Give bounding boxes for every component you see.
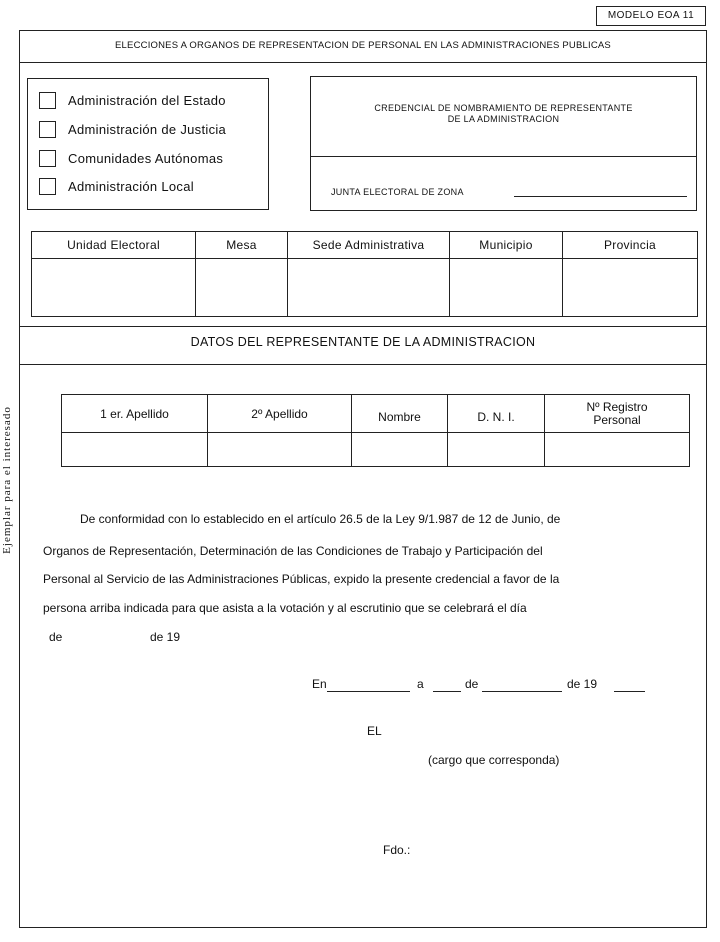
side-margin-note	[0, 350, 14, 610]
unit-table-row	[32, 259, 698, 317]
place-a-label: a	[417, 677, 424, 691]
body-line-1: De conformidad con lo establecido en el artículo 26.5 de la Ley 9/1.987 de 12 de Junio, de	[80, 512, 561, 526]
col-nombre: Nombre	[352, 395, 448, 433]
nombre-cell[interactable]	[352, 433, 448, 467]
body-line-4: persona arriba indicada para que asista a la votación y al escrutinio que se celebrará el día	[43, 601, 527, 615]
col-municipio: Municipio	[450, 232, 563, 259]
option-label: Administración del Estado	[68, 92, 226, 108]
registro-personal-cell[interactable]	[545, 433, 690, 467]
checkbox[interactable]	[39, 92, 56, 109]
body-line-5-year: de 19	[150, 630, 181, 644]
col-registro-line2: Personal	[593, 412, 641, 427]
side-text: Ejemplar para el interesado	[1, 406, 13, 554]
credencial-box	[310, 76, 697, 211]
primer-apellido-cell[interactable]	[62, 433, 208, 467]
place-de-label: de	[465, 677, 479, 691]
option-administracion-estado[interactable]	[39, 90, 226, 110]
col-registro-personal	[545, 395, 690, 433]
col-registro-line1: Nº Registro	[586, 399, 648, 414]
form-code-badge: MODELO EOA 11	[596, 6, 706, 26]
year-field[interactable]	[614, 691, 645, 692]
col-primer-apellido: 1 er. Apellido	[62, 395, 208, 433]
checkbox[interactable]	[39, 121, 56, 138]
signature-fdo: Fdo.:	[383, 843, 411, 857]
col-unidad-electoral: Unidad Electoral	[32, 232, 196, 259]
header-divider	[19, 62, 707, 63]
representative-table-header	[62, 395, 690, 433]
sede-administrativa-cell[interactable]	[288, 259, 450, 317]
form-header: ELECCIONES A ORGANOS DE REPRESENTACION DE PERSONAL EN LAS ADMINISTRACIONES PUBLICAS	[115, 40, 611, 51]
credencial-title-line2: DE LA ADMINISTRACION	[447, 114, 560, 124]
mesa-cell[interactable]	[196, 259, 288, 317]
unit-table	[31, 231, 698, 317]
datos-divider-bottom	[19, 364, 707, 365]
option-label: Administración Local	[68, 178, 194, 194]
unidad-electoral-cell[interactable]	[32, 259, 196, 317]
col-provincia: Provincia	[563, 232, 698, 259]
checkbox[interactable]	[39, 178, 56, 195]
signature-cargo: (cargo que corresponda)	[428, 753, 560, 767]
place-field[interactable]	[327, 691, 410, 692]
signature-el: EL	[367, 724, 382, 738]
junta-electoral-label: JUNTA ELECTORAL DE ZONA	[331, 187, 464, 197]
checkbox[interactable]	[39, 150, 56, 167]
credencial-title	[311, 103, 696, 125]
provincia-cell[interactable]	[563, 259, 698, 317]
dni-cell[interactable]	[448, 433, 545, 467]
col-mesa: Mesa	[196, 232, 288, 259]
month-field[interactable]	[482, 691, 562, 692]
body-line-3: Personal al Servicio de las Administraciones Públicas, expido la presente credencial a favor de la	[43, 572, 560, 586]
segundo-apellido-cell[interactable]	[208, 433, 352, 467]
option-administracion-local[interactable]	[39, 176, 194, 196]
representative-table	[61, 394, 690, 467]
day-field[interactable]	[433, 691, 461, 692]
datos-divider-top	[19, 326, 707, 327]
unit-table-header	[32, 232, 698, 259]
representative-table-row	[62, 433, 690, 467]
body-line-5-de: de	[49, 630, 63, 644]
place-year-label: de 19	[567, 677, 598, 691]
col-sede-administrativa: Sede Administrativa	[288, 232, 450, 259]
credencial-divider	[311, 156, 696, 157]
junta-electoral-field[interactable]	[514, 196, 687, 197]
datos-title: DATOS DEL REPRESENTANTE DE LA ADMINISTRACION	[190, 335, 536, 349]
body-line-2: Organos de Representación, Determinación de las Condiciones de Trabajo y Participación del	[43, 544, 543, 558]
option-comunidades-autonomas[interactable]	[39, 148, 223, 168]
credencial-title-line1: CREDENCIAL DE NOMBRAMIENTO DE REPRESENTANTE	[374, 103, 633, 113]
administration-type-box	[27, 78, 269, 210]
option-label: Comunidades Autónomas	[68, 150, 224, 166]
col-dni: D. N. I.	[448, 395, 545, 433]
option-label: Administración de Justicia	[68, 121, 227, 137]
place-en-label: En	[312, 677, 327, 691]
col-segundo-apellido: 2º Apellido	[208, 395, 352, 433]
municipio-cell[interactable]	[450, 259, 563, 317]
option-administracion-justicia[interactable]	[39, 119, 226, 139]
